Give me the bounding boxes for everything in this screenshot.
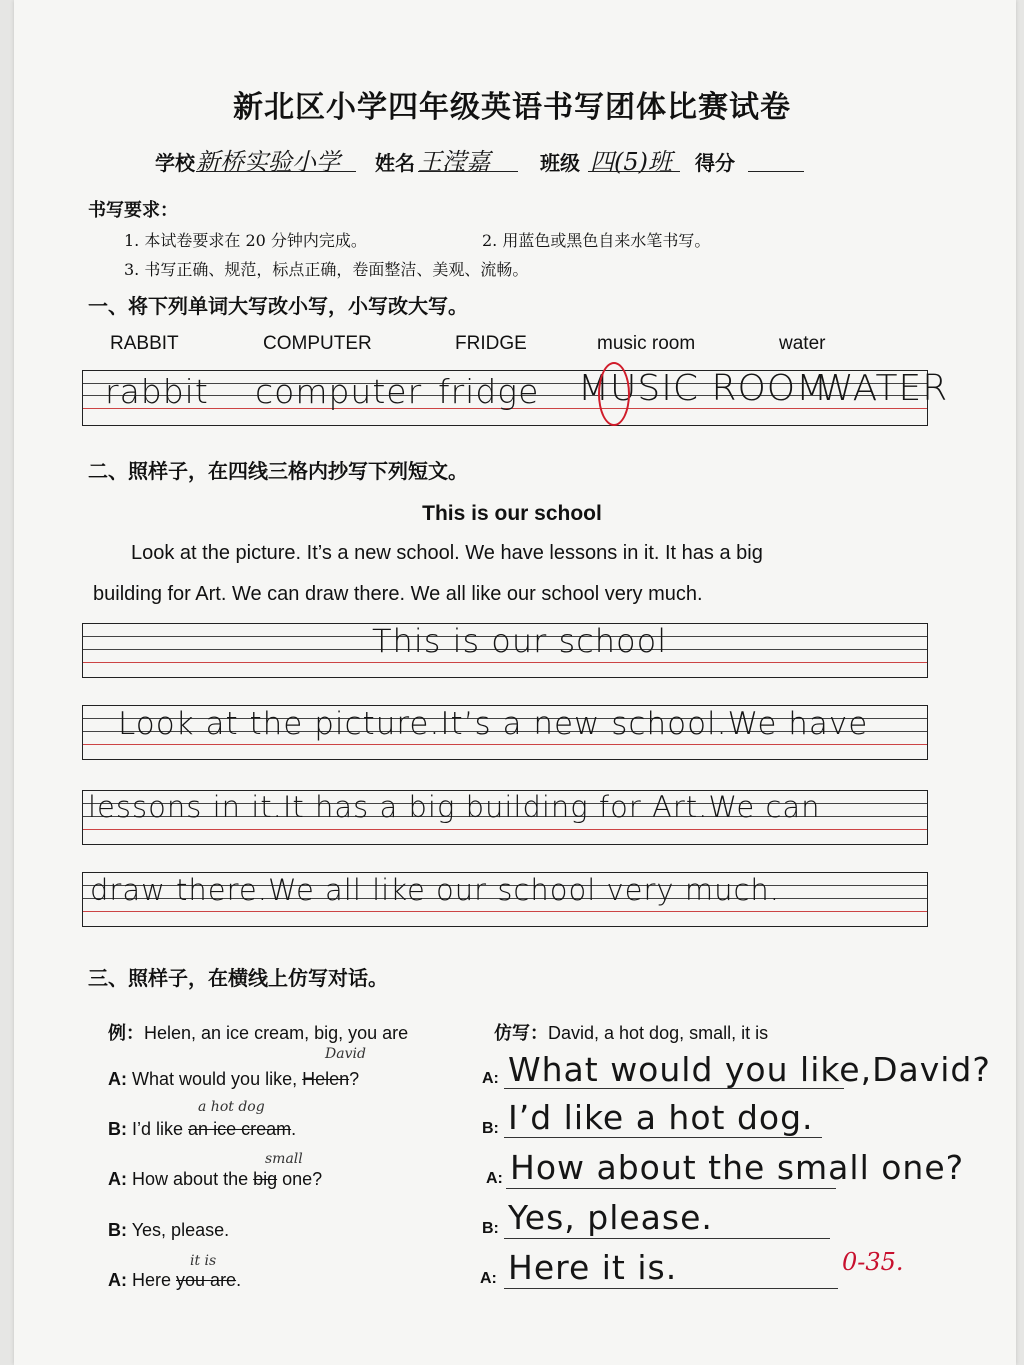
example-prompt: [108, 1019, 408, 1045]
word-3: FRIDGE: [455, 333, 527, 354]
answer-line-3: How about the small one?: [510, 1148, 965, 1187]
section1-heading: 一、将下列单词大写改小写，小写改大写。: [88, 294, 468, 318]
answer-speaker-5: A:: [480, 1270, 497, 1287]
struck-word: you are: [176, 1270, 237, 1290]
answer-line-1: What would you like,David?: [508, 1050, 991, 1089]
answer-underline-2: [504, 1137, 822, 1138]
example-label: 例：: [108, 1023, 144, 1043]
example-text: Here: [132, 1270, 177, 1290]
example-text-end: .: [236, 1270, 242, 1290]
speaker-label: A:: [108, 1270, 127, 1290]
example-text-end: one?: [277, 1169, 323, 1189]
handwritten-note-2: a hot dog: [198, 1099, 265, 1115]
passage-line-2: building for Art. We can draw there. We all like our school very much.: [93, 583, 703, 605]
speaker-label: A:: [108, 1069, 127, 1089]
school-label: 学校: [155, 151, 195, 175]
name-underline: [418, 171, 518, 172]
example-line-4: [108, 1220, 229, 1241]
example-line-5: [108, 1270, 241, 1291]
example-text-end: ?: [349, 1069, 360, 1089]
imitate-prompt: [494, 1019, 768, 1045]
handwritten-note-1: David: [325, 1046, 366, 1062]
copy-text-3: lessons in it.It has a big building for Art.We can: [88, 790, 821, 824]
example-line-2: [108, 1119, 296, 1140]
requirements-heading: 书写要求：: [88, 200, 178, 221]
word-2: COMPUTER: [263, 333, 372, 354]
answer-speaker-1: A:: [482, 1070, 499, 1087]
copy-text-1: This is our school: [372, 622, 668, 660]
example-text: I’d like: [132, 1119, 189, 1139]
name-value: 王滢嘉: [418, 148, 490, 176]
answer-underline-5: [504, 1288, 838, 1289]
class-underline: [588, 171, 680, 172]
answer-speaker-4: B:: [482, 1220, 499, 1237]
answer-underline-1: [504, 1088, 844, 1089]
example-line-1: [108, 1069, 359, 1090]
requirement-3: 3. 书写正确、规范，标点正确，卷面整洁、美观、流畅。: [124, 260, 529, 279]
answer-speaker-2: B:: [482, 1120, 499, 1137]
school-value: 新桥实验小学: [196, 148, 340, 176]
passage-line-1: Look at the picture. It’s a new school. We have lessons in it. It has a big: [131, 542, 763, 564]
word-5: water: [779, 333, 826, 354]
class-value: 四(5)班: [590, 148, 672, 176]
page-title: 新北区小学四年级英语书写团体比赛试卷: [233, 90, 791, 125]
answer-line-4: Yes, please.: [508, 1198, 713, 1237]
copy-text-4: draw there.We all like our school very much.: [90, 873, 780, 907]
imitate-prompt-text: David, a hot dog, small, it is: [548, 1023, 769, 1043]
name-label: 姓名: [375, 151, 415, 175]
speaker-label: A:: [108, 1169, 127, 1189]
section2-heading: 二、照样子，在四线三格内抄写下列短文。: [88, 459, 468, 483]
struck-word: an ice cream: [188, 1119, 292, 1139]
speaker-label: B:: [108, 1119, 127, 1139]
handwritten-note-3: small: [265, 1151, 303, 1167]
word-4: music room: [597, 333, 696, 354]
score-label: 得分: [695, 151, 735, 175]
example-text: What would you like,: [132, 1069, 303, 1089]
school-underline: [196, 171, 356, 172]
score-mark: 0-35.: [842, 1248, 904, 1276]
answer-word-3: fridge: [438, 372, 540, 411]
copy-text-2: Look at the picture.It’s a new school.We have: [118, 706, 869, 742]
answer-line-2: I’d like a hot dog.: [508, 1098, 814, 1137]
requirement-2: 2. 用蓝色或黑色自来水笔书写。: [482, 231, 711, 250]
example-text-end: .: [291, 1119, 297, 1139]
answer-speaker-3: A:: [486, 1170, 503, 1187]
handwritten-note-5: it is: [190, 1253, 217, 1269]
answer-word-2: computer: [255, 372, 423, 411]
class-label: 班级: [540, 151, 580, 175]
answer-word-4: MUSIC ROOM: [578, 368, 829, 409]
answer-underline-3: [506, 1188, 836, 1189]
example-line-3: [108, 1169, 322, 1190]
word-1: RABBIT: [110, 333, 179, 354]
passage-title: This is our school: [422, 502, 602, 525]
requirement-1: 1. 本试卷要求在 20 分钟内完成。: [124, 231, 367, 250]
section3-heading: 三、照样子，在横线上仿写对话。: [88, 966, 388, 990]
answer-word-1: rabbit: [105, 372, 209, 411]
correction-circle: [598, 362, 630, 426]
answer-word-5: WATER: [818, 368, 949, 409]
answer-underline-4: [504, 1238, 830, 1239]
answer-line-5: Here it is.: [508, 1248, 678, 1287]
struck-word: big: [253, 1169, 278, 1189]
speaker-label: B:: [108, 1220, 127, 1240]
example-text: Yes, please.: [131, 1220, 230, 1240]
imitate-label: 仿写：: [494, 1023, 548, 1043]
struck-word: Helen: [302, 1069, 350, 1089]
score-underline: [748, 171, 804, 172]
example-prompt-text: Helen, an ice cream, big, you are: [144, 1023, 409, 1043]
example-text: How about the: [132, 1169, 254, 1189]
